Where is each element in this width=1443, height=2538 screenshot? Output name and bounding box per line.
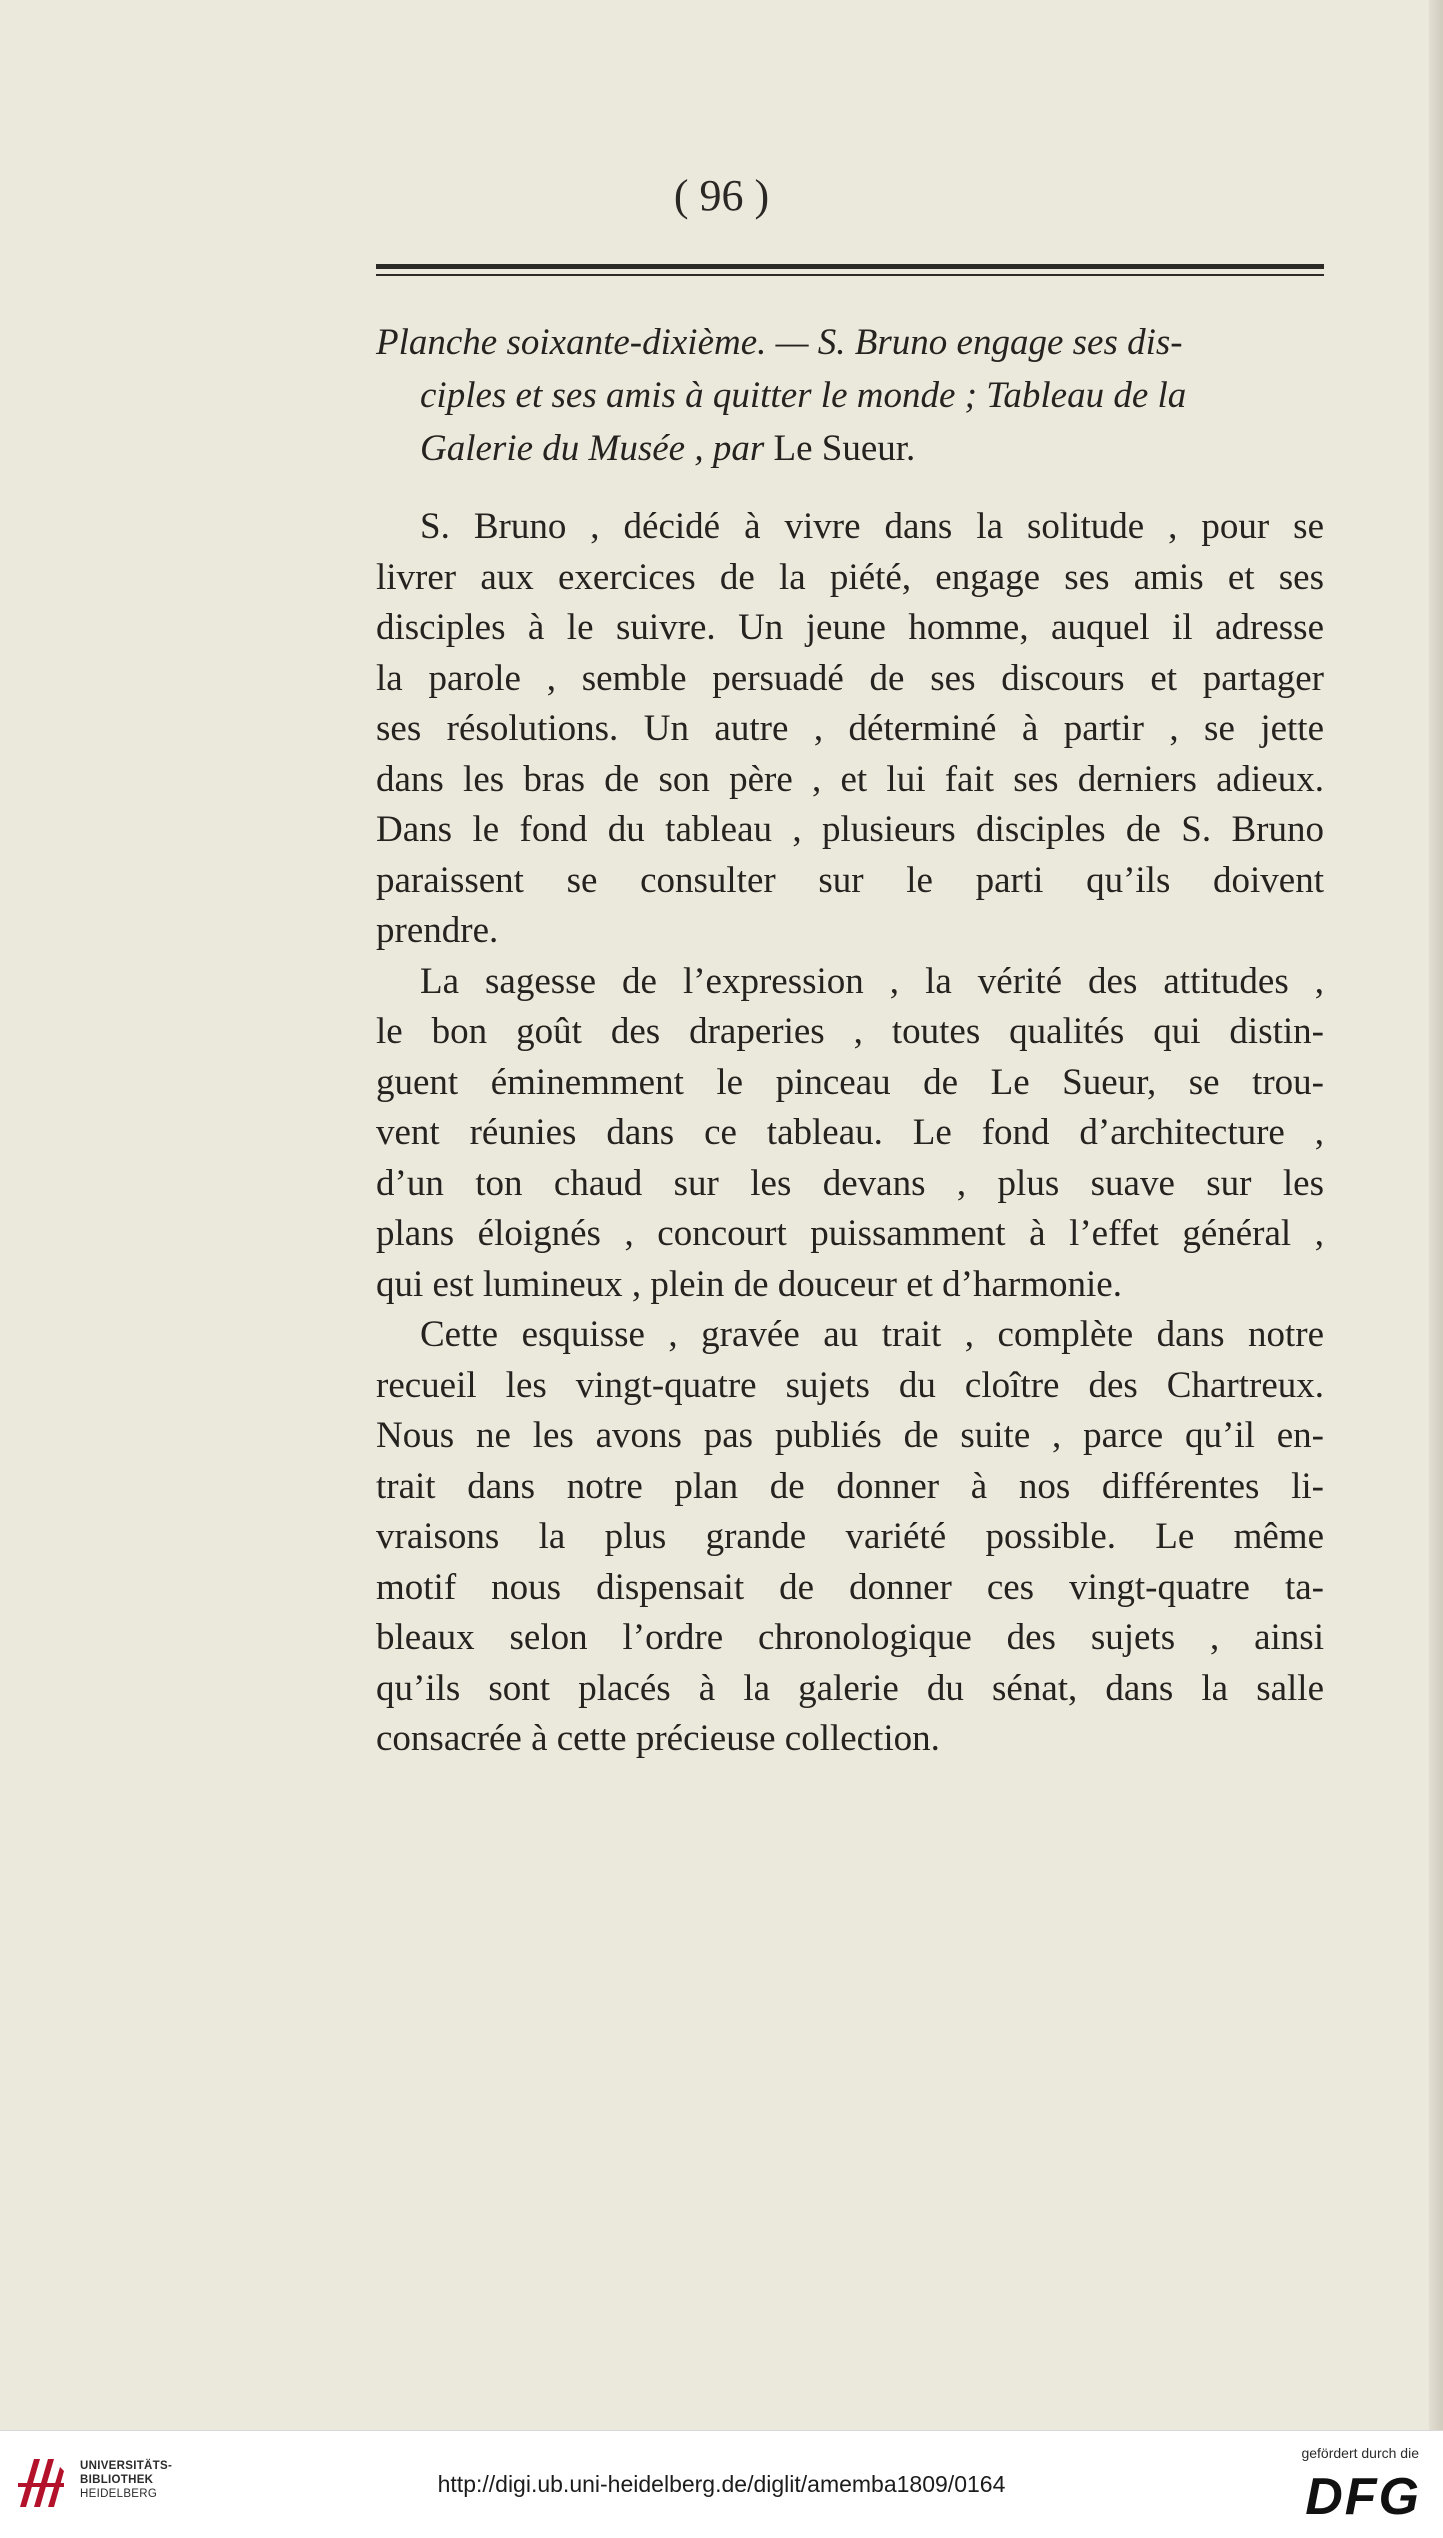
text-line: qu’ils sont placés à la galerie du sénat, dans la salle <box>376 1667 1324 1709</box>
paragraph-3 <box>376 1310 1324 1765</box>
paragraph-1 <box>376 502 1324 957</box>
text-line: consacrée à cette précieuse collection. <box>376 1718 940 1759</box>
header-rule-thick <box>376 264 1324 269</box>
text-line: livrer aux exercices de la piété, engage ses amis et ses <box>376 556 1324 598</box>
text-line: d’un ton chaud sur les devans , plus suave sur les <box>376 1162 1324 1204</box>
header-rule-thin <box>376 274 1324 276</box>
source-url[interactable]: http://digi.ub.uni-heidelberg.de/diglit/amemba1809/0164 <box>437 2471 1006 2497</box>
text-line: la parole , semble persuadé de ses discours et partager <box>376 657 1324 699</box>
caption-artist: Le Sueur. <box>764 428 916 469</box>
text-line: plans éloignés , concourt puissamment à l’effet général , <box>376 1213 1324 1254</box>
text-line: S. Bruno , décidé à vivre dans la solitude , pour se <box>420 506 1324 547</box>
caption-line: Planche soixante-dixième. — S. Bruno engage ses dis- <box>376 322 1183 363</box>
caption-line: ciples et ses amis à quitter le monde ; Tableau de la <box>420 375 1187 416</box>
text-line: dans les bras de son père , et lui fait ses derniers adieux. <box>376 758 1324 800</box>
text-line: disciples à le suivre. Un jeune homme, auquel il adresse <box>376 607 1324 648</box>
text-line: Cette esquisse , gravée au trait , complète dans notre <box>420 1314 1324 1355</box>
paragraph-2 <box>376 957 1324 1311</box>
text-line: vraisons la plus grande variété possible. Le même <box>376 1516 1324 1557</box>
text-line: Nous ne les avons pas publiés de suite , parce qu’il en- <box>376 1415 1324 1456</box>
text-line: recueil les vingt-quatre sujets du cloître des Chartreux. <box>376 1364 1324 1406</box>
text-line: qui est lumineux , plein de douceur et d’harmonie. <box>376 1263 1122 1305</box>
page-number: ( 96 ) <box>673 171 770 220</box>
plate-caption <box>376 316 1324 475</box>
text-line: bleaux selon l’ordre chronologique des sujets , ainsi <box>376 1617 1324 1658</box>
body-text <box>376 502 1324 1765</box>
text-line: le bon goût des draperies , toutes qualités qui distin- <box>376 1011 1324 1052</box>
library-name-line: UNIVERSITÄTS- <box>80 2460 173 2472</box>
dfg-logo: DFG <box>1305 2468 1421 2526</box>
caption-italic: Galerie du Musée , par <box>420 428 765 469</box>
text-line: guent éminemment le pinceau de Le Sueur, se trou- <box>376 1061 1324 1103</box>
caption-line <box>376 422 1324 475</box>
viewer-footer <box>0 2430 1443 2538</box>
text-line: vent réunies dans ce tableau. Le fond d’architecture , <box>376 1112 1324 1153</box>
page-edge <box>1429 0 1443 2430</box>
text-line: Dans le fond du tableau , plusieurs disciples de S. Bruno <box>376 809 1324 850</box>
text-line: trait dans notre plan de donner à nos différentes li- <box>376 1465 1324 1507</box>
library-name-line: HEIDELBERG <box>80 2488 158 2500</box>
text-line: motif nous dispensait de donner ces vingt-quatre ta- <box>376 1566 1324 1608</box>
funding-label: gefördert durch die <box>1301 2445 1419 2461</box>
text-line: La sagesse de l’expression , la vérité des attitudes , <box>420 960 1324 1002</box>
text-line: prendre. <box>376 910 499 951</box>
library-name-line: BIBLIOTHEK <box>80 2474 154 2486</box>
text-line: ses résolutions. Un autre , déterminé à partir , se jette <box>376 708 1324 749</box>
text-line: paraissent se consulter sur le parti qu’ils doivent <box>376 859 1324 901</box>
